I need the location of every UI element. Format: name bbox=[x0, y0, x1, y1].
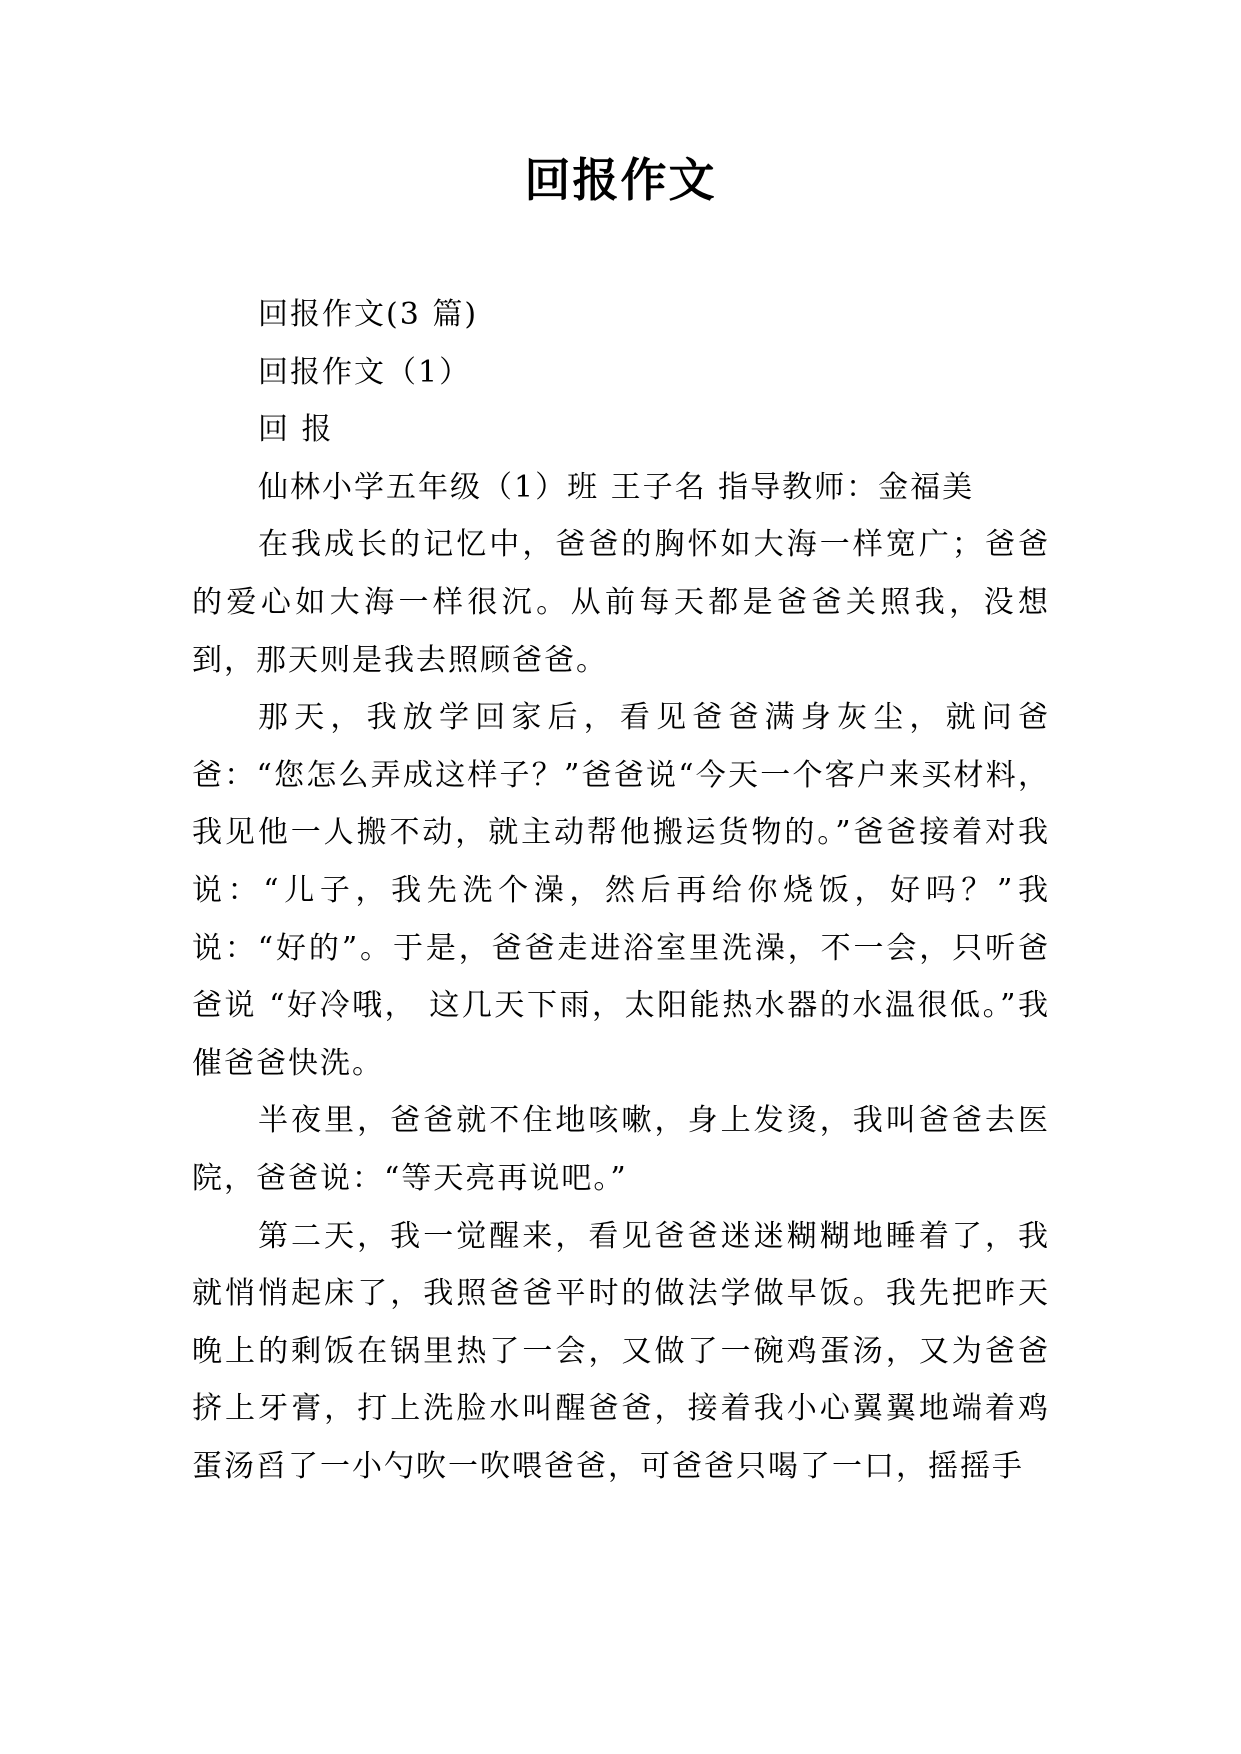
paragraph-body: 半夜里，爸爸就不住地咳嗽，身上发烫，我叫爸爸去医院，爸爸说：“等天亮再说吧。” bbox=[192, 1103, 1050, 1196]
paragraph-body: 第二天，我一觉醒来，看见爸爸迷迷糊糊地睡着了，我就悄悄起床了，我照爸爸平时的做法学做早饭。我先把昨天晚上的剩饭在锅里热了一会，又做了一碗鸡蛋汤，又为爸爸挤上牙膏，打上洗脸水叫醒爸爸，接着我小心翼翼地端着鸡蛋汤舀了一小勺吹一吹喂爸爸，可爸爸只喝了一口，摇摇手 bbox=[192, 1218, 1050, 1484]
paragraph-body: 那天，我放学回家后，看见爸爸满身灰尘，就问爸爸：“您怎么弄成这样子？”爸爸说“今天一个客户来买材料，我见他一人搬不动，就主动帮他搬运货物的。”爸爸接着对我说：“儿子，我先洗个澡，然后再给你烧饭，好吗？”我说：“好的”。于是，爸爸走进浴室里洗澡，不一会，只听爸爸说 “好冷哦， 这几天下雨，太阳能热水器的水温很低。”我催爸爸快洗。 bbox=[192, 700, 1050, 1081]
paragraph-collection-heading: 回报作文(3 篇) bbox=[258, 297, 479, 332]
document-title: 回报作文 bbox=[524, 153, 717, 207]
paragraph-essay-number: 回报作文（1） bbox=[258, 354, 472, 390]
paragraph-body: 在我成长的记忆中，爸爸的胸怀如大海一样宽广；爸爸的爱心如大海一样很沉。从前每天都是爸爸关照我，没想到，那天则是我去照顾爸爸。 bbox=[192, 527, 1050, 678]
document-body bbox=[192, 286, 1050, 1495]
paragraph-essay-title: 回 报 bbox=[258, 412, 334, 448]
paragraph-author-line: 仙林小学五年级（1）班 王子名 指导教师：金福美 bbox=[258, 469, 975, 505]
